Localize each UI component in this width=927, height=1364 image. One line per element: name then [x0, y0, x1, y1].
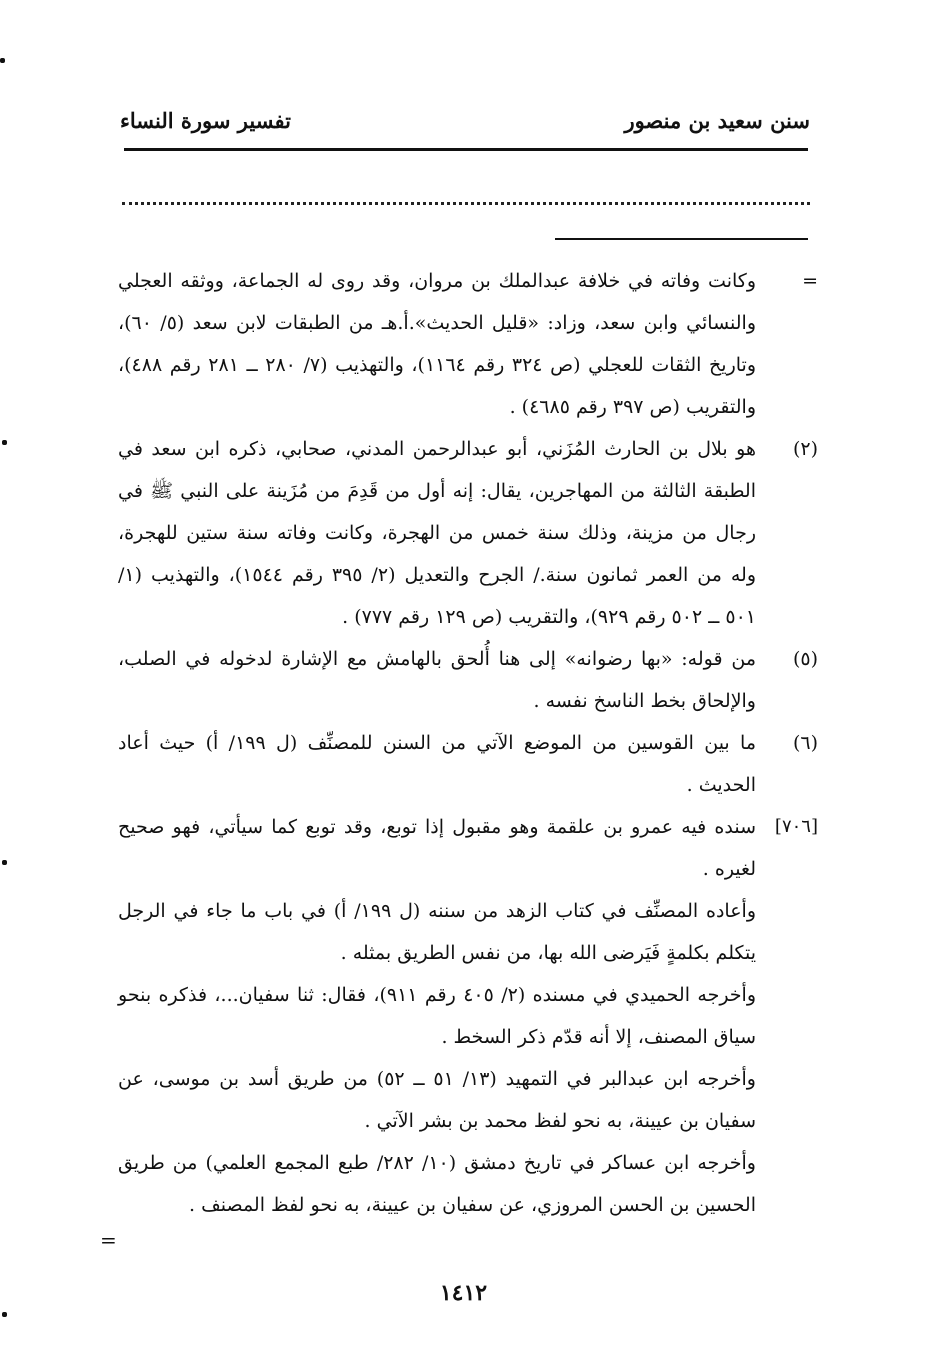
footnotes-block	[118, 260, 818, 1226]
footnote-text: وكانت وفاته في خلافة عبدالملك بن مروان، وقد روى له الجماعة، ووثقه العجلي والنسائي وابن سعد، وزاد: «قليل الحديث».أ.هـ من الطبقات لابن سعد (٥/ ٦٠)، وتاريخ الثقات للعجلي (ص ٣٢٤ رقم ١١٦٤)، والتهذيب (٧/ ٢٨٠ ــ ٢٨١ رقم ٤٨٨)، والتقريب (ص ٣٩٧ رقم ٤٦٨٥) .	[118, 270, 756, 418]
footnote-marker: =	[802, 270, 818, 292]
footnote-marker: (٢)	[792, 438, 818, 460]
footnote-2	[118, 428, 818, 638]
header-rule	[124, 148, 808, 151]
takhrij-paragraph: وأخرجه ابن عبدالبر في التمهيد (١٣/ ٥١ ــ ٥٢) من طريق أسد بن موسى، عن سفيان بن عيينة، به نحو لفظ محمد بن بشر الآتي .	[118, 1068, 756, 1132]
chapter-title: تفسير سورة النساء	[120, 107, 291, 133]
takhrij-paragraph: وأخرجه ابن عساكر في تاريخ دمشق (١٠/ ٢٨٢/ طبع المجمع العلمي) من طريق الحسين بن الحسن المروزي، عن سفيان بن عيينة، به نحو لفظ المصنف .	[118, 1152, 756, 1216]
scan-mark	[2, 860, 7, 865]
running-header	[120, 100, 810, 140]
footnote-text: من قوله: «بها رضوانه» إلى هنا أُلحق بالهامش مع الإشارة لدخوله في الصلب، والإلحاق بخط الناسخ نفسه .	[118, 648, 756, 712]
hadith-note-text: سنده فيه عمرو بن علقمة وهو مقبول إذا توبع، وقد توبع كما سيأتي، فهو صحيح لغيره .	[118, 816, 756, 880]
footnote-rule	[555, 238, 808, 240]
continuation-marker: =	[100, 1228, 117, 1252]
footnote-text: ما بين القوسين من الموضع الآتي من السنن للمصنِّف (ل ١٩٩/ أ) حيث أعاد الحديث .	[118, 732, 757, 796]
footnote-continued	[118, 260, 818, 428]
hadith-note-706	[118, 806, 818, 890]
takhrij-paragraph: وأعاده المصنِّف في كتاب الزهد من سننه (ل ١٩٩/ أ) في باب ما جاء في الرجل يتكلم بكلمةٍ فَيَرضى الله بها، من نفس الطريق بمثله .	[118, 900, 756, 964]
page-number: ١٤١٢	[439, 1280, 488, 1306]
scan-mark	[0, 58, 5, 63]
footnote-marker: (٥)	[792, 648, 818, 670]
book-title: سنن سعيد بن منصور	[624, 107, 810, 133]
scan-mark	[2, 440, 7, 445]
takhrij-paragraph: وأخرجه الحميدي في مسنده (٢/ ٤٠٥ رقم ٩١١)، فقال: ثنا سفيان...، فذكره بنحو سياق المصنف، إلا أنه قدّم ذكر السخط .	[118, 984, 757, 1048]
footnote-5	[118, 638, 818, 722]
footnote-marker: (٦)	[792, 732, 818, 754]
scan-mark	[2, 1312, 7, 1317]
dotted-separator	[122, 190, 810, 205]
footnote-text: هو بلال بن الحارث المُزَني، أبو عبدالرحمن المدني، صحابي، ذكره ابن سعد في الطبقة الثالثة من المهاجرين، يقال: إنه أول من قَدِمَ من مُزَينة على النبي ﷺ في رجال من مزينة، وذلك سنة خمس من الهجرة، وكانت وفاته سنة ستين للهجرة، وله من العمر ثمانون سنة./ الجرح والتعديل (٢/ ٣٩٥ رقم ١٥٤٤)، والتهذيب (١/ ٥٠١ ــ ٥٠٢ رقم ٩٢٩)، والتقريب (ص ١٢٩ رقم ٧٧٧) .	[118, 438, 756, 628]
hadith-number: [٧٠٦]	[774, 816, 818, 837]
footnote-6	[118, 722, 818, 806]
